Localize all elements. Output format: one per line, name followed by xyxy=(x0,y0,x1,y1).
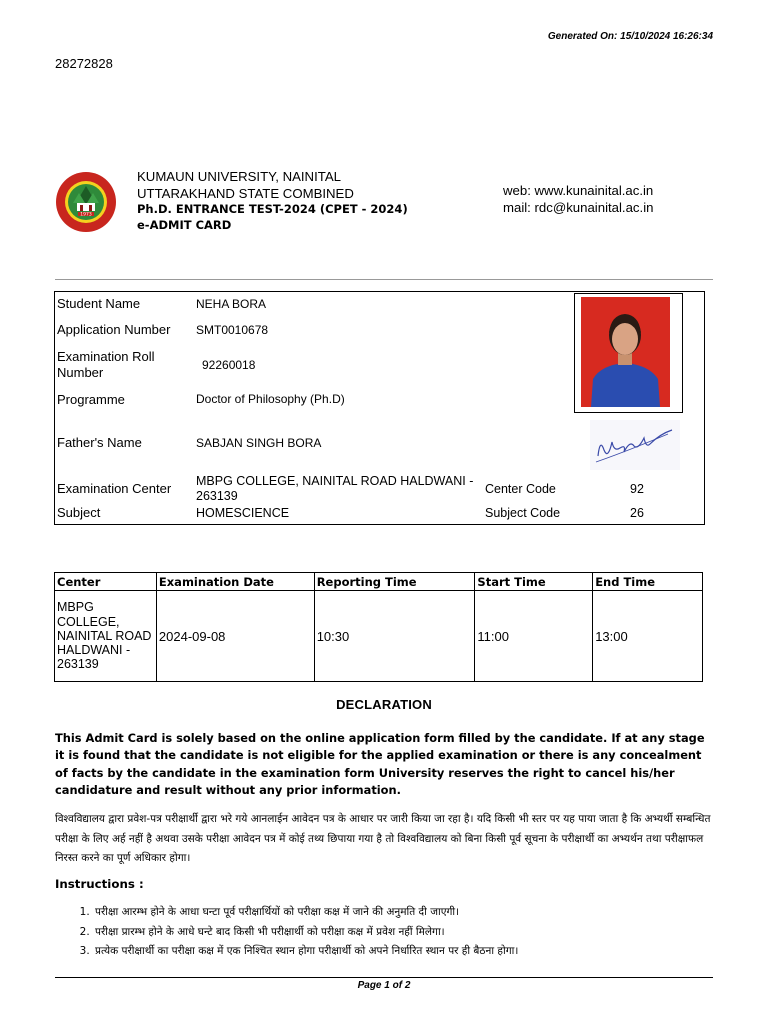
cell-reporting-time: 10:30 xyxy=(314,591,475,682)
student-name-value: NEHA BORA xyxy=(196,297,267,311)
center-code-label: Center Code xyxy=(485,482,556,496)
cell-start-time: 11:00 xyxy=(475,591,593,682)
list-item: 2. परीक्षा प्रारम्भ होने के आधे घन्टे बाद किसी भी परीक्षार्थी को परीक्षा कक्ष में प्रवेश नहीं मिलेगा। xyxy=(93,923,753,943)
university-logo xyxy=(55,171,117,233)
roll-number-label: Examination Roll Number xyxy=(57,349,155,380)
table-row xyxy=(55,591,703,682)
candidate-signature xyxy=(590,420,680,470)
website-text: web: www.kunainital.ac.in xyxy=(503,183,654,198)
application-number-value: SMT0010678 xyxy=(196,323,269,337)
logo-year: 1973 xyxy=(80,212,92,218)
email-text: mail: rdc@kunainital.ac.in xyxy=(503,199,654,215)
programme-value: Doctor of Philosophy (Ph.D) xyxy=(196,392,345,406)
university-name: KUMAUN UNIVERSITY, NAINITAL xyxy=(137,169,341,184)
table-header-row xyxy=(55,573,703,591)
test-name: Ph.D. ENTRANCE TEST-2024 (CPET - 2024) xyxy=(137,202,408,216)
exam-center-label: Examination Center xyxy=(57,481,172,496)
subject-label: Subject xyxy=(57,505,101,520)
column-header-reporting-time: Reporting Time xyxy=(314,573,475,591)
declaration-title: DECLARATION xyxy=(336,697,432,712)
list-item: 3. प्रत्येक परीक्षार्थी का परीक्षा कक्ष में एक निश्चित स्थान होगा परीक्षार्थी को अपने निर्धारित स्थान पर ही बैठना होगा। xyxy=(93,942,753,962)
list-item: 1. परीक्षा आरम्भ होने के आधा घन्टा पूर्व परीक्षार्थियों को परीक्षा कक्ष में जाने की अनुमति दी जाएगी। xyxy=(93,903,753,923)
instructions-title: Instructions : xyxy=(55,877,144,891)
candidate-photo xyxy=(581,297,670,407)
university-subtitle: UTTARAKHAND STATE COMBINED xyxy=(137,185,354,201)
candidate-details-box xyxy=(54,291,705,525)
page-number: Page 1 of 2 xyxy=(357,980,411,991)
document-number: 28272828 xyxy=(55,56,113,71)
column-header-end-time: End Time xyxy=(593,573,703,591)
contact-block xyxy=(503,183,653,216)
student-name-label: Student Name xyxy=(57,296,141,311)
footer-divider xyxy=(55,977,713,978)
subject-code-value: 26 xyxy=(630,506,644,520)
exam-schedule-table xyxy=(54,572,703,682)
exam-center-value: MBPG COLLEGE, NAINITAL ROAD HALDWANI - 263139 xyxy=(196,474,474,503)
father-name-value: SABJAN SINGH BORA xyxy=(196,436,322,450)
instructions-list xyxy=(55,903,753,962)
declaration-english: This Admit Card is solely based on the online application form filled by the candidate. If at any stage it is found that the candidate is not eligible for the applied examination or there is any concealment of facts by the candidate in the examination form University reserves the right to cancel his/her candidature and result without any prior information. xyxy=(55,731,705,797)
cell-exam-date: 2024-09-08 xyxy=(156,591,314,682)
card-type: e-ADMIT CARD xyxy=(137,217,232,232)
header-divider xyxy=(55,279,713,280)
column-header-exam-date: Examination Date xyxy=(156,573,314,591)
university-heading xyxy=(137,169,408,233)
father-name-label: Father's Name xyxy=(57,435,142,450)
column-header-center: Center xyxy=(55,573,157,591)
generated-timestamp: Generated On: 15/10/2024 16:26:34 xyxy=(547,31,713,42)
candidate-photo-frame xyxy=(574,293,683,413)
column-header-start-time: Start Time xyxy=(475,573,593,591)
programme-label: Programme xyxy=(57,392,125,407)
roll-number-value: 92260018 xyxy=(202,358,256,372)
declaration-hindi: विश्वविद्यालय द्वारा प्रवेश-पत्र परीक्षार्थी द्वारा भरे गये आनलाईन आवेदन पत्र के आधार पर जारी किया जा रहा है। यदि किसी भी स्तर पर यह पाया जाता है कि अभ्यर्थी सम्बन्धित परीक्षा के लिए अर्ह नहीं है अथवा उसके परीक्षा आवेदन पत्र में कोई तथ्य छिपाया गया है तो विश्वविद्यालय को बिना किसी पूर्व सूचना के परीक्षार्थी का अभ्यर्थन तथा परीक्षाफल निरस्त करने का पूर्ण अधिकार होगा। xyxy=(55,813,711,864)
subject-value: HOMESCIENCE xyxy=(196,506,290,520)
center-code-value: 92 xyxy=(630,482,644,496)
cell-end-time: 13:00 xyxy=(593,591,703,682)
subject-code-label: Subject Code xyxy=(485,506,561,520)
application-number-label: Application Number xyxy=(57,322,171,337)
cell-center: MBPG COLLEGE, NAINITAL ROAD HALDWANI - 263139 xyxy=(55,591,157,682)
